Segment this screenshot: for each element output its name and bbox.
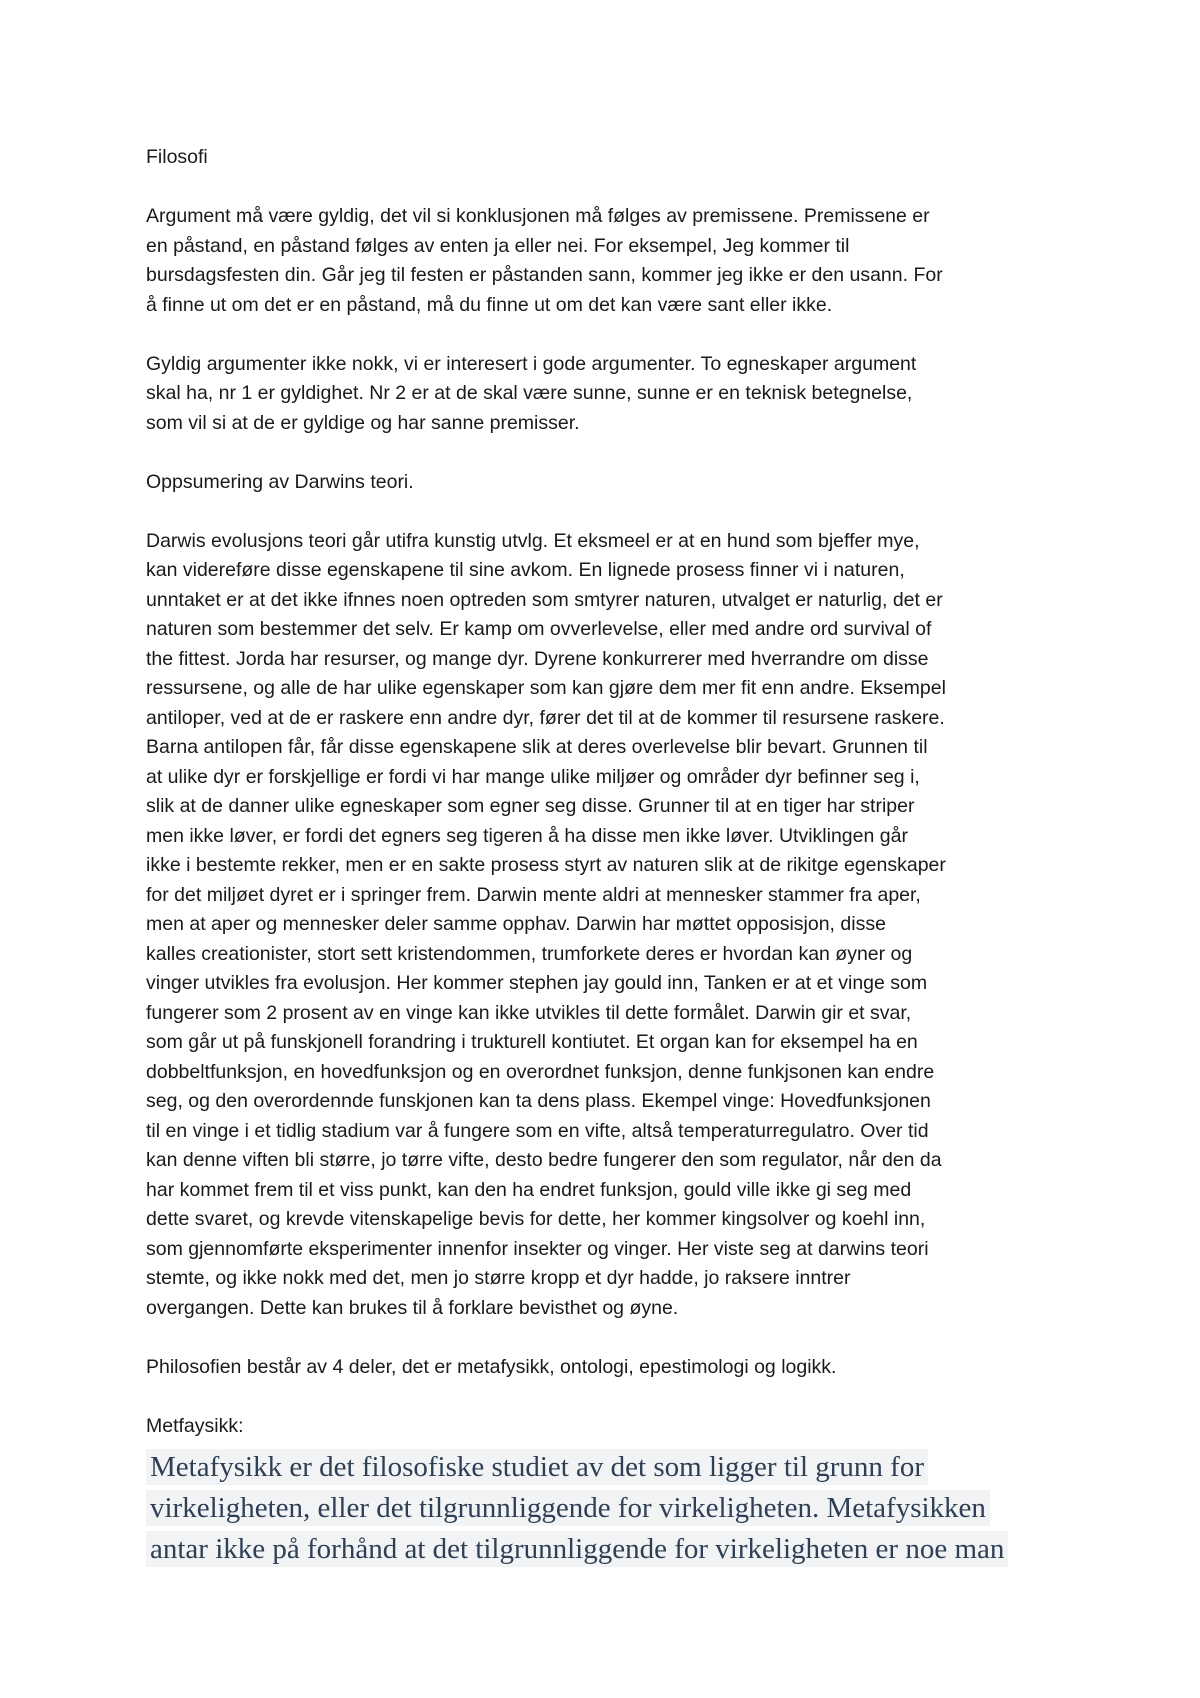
paragraph-darwin: Darwis evolusjons teori går utifra kunstig utvlg. Et eksmeel er at en hund som bjeffer mye, kan videreføre disse egenskapene til sine avkom. En lignede prosess finner vi i naturen, unntaket er at det ikke ifnnes noen optreden som smtyrer naturen, utvalget er naturlig, det er naturen som bestemmer det selv. Er kamp om ovverlevelse, eller med andre ord survival of the fittest. Jorda har resurser, og mange dyr. Dyrene konkurrerer med hverrandre om disse ressursene, og alle de har ulike egenskaper som kan gjøre dem mer fit enn andre. Eksempel antiloper, ved at de er raskere enn andre dyr, fører det til at de kommer til resursene raskere. Barna antilopen får, får disse egenskapene slik at deres overlevelse blir bevart. Grunnen til at ulike dyr er forskjellige er fordi vi har mange ulike miljøer og områder dyr befinner seg i, slik at de danner ulike egneskaper som egner seg disse. Grunner til at en tiger har striper men ikke løver, er fordi det egners seg tigeren å ha disse men ikke løver. Utviklingen går ikke i bestemte rekker, men er en sakte prosess styrt av naturen slik at de rikitge egenskaper for det miljøet dyret er i springer frem. Darwin mente aldri at mennesker stammer fra aper, men at aper og mennesker deler samme opphav. Darwin har møttet opposisjon, disse kalles creationister, stort sett kristendommen, trumforkete deres er hvordan kan øyner og vinger utvikles fra evolusjon. Her kommer stephen jay gould inn, Tanken er at et vinge som fungerer som 2 prosent av en vinge kan ikke utvikles til dette formålet. Darwin gir et svar, som går ut på funskjonell forandring i trukturell kontiutet. Et organ kan for eksempel ha en dobbeltfunksjon, en hovedfunksjon og en overordnet funksjon, denne funkjsonen kan endre seg, og den overordennde funskjonen kan ta dens plass. Ekempel vinge: Hovedfunksjonen til en vinge i et tidlig stadium var å fungere som en vifte, altså temperaturregulatro. Over tid kan denne viften bli større, jo tørre vifte, desto bedre fungerer den som regulator, når den da har kommet frem til et viss punkt, kan den ha endret funksjon, gould ville ikke gi seg med dette svaret, og krevde vitenskapelige bevis for dette, her kommer kingsolver og koehl inn, som gjennomførte eksperimenter innenfor insekter og vinger. Her viste seg at darwins teori stemte, og ikke nokk med det, men jo større kropp et dyr hadde, jo raksere inntrer overgangen. Dette kan brukes til å forklare bevisthet og øyne. xyxy=(146,529,946,1319)
heading-darwin: Oppsumering av Darwins teori. xyxy=(146,470,414,493)
document-title: Filosofi xyxy=(146,146,208,168)
paragraph-gyldig: Gyldig argumenter ikke nokk, vi er interesert i gode argumenter. To egneskaper argument skal ha, nr 1 er gyldighet. Nr 2 er at de skal være sunne, sunne er en teknisk betegnelse, som vil si at de er gyldige og har sanne premisser. xyxy=(146,352,917,434)
heading-metafysikk: Metfaysikk: xyxy=(146,1414,244,1437)
quote-metafysikk-text: Metafysikk er det filosofiske studiet av det som ligger til grunn for virkeligheten, eller det tilgrunnliggende for virkeligheten. Metafysikken antar ikke på forhånd at det tilgrunnliggende for virkeligheten er noe man xyxy=(146,1449,1008,1567)
quote-metafysikk xyxy=(146,1447,1066,1570)
paragraph-philosophy: Philosofien består av 4 deler, det er metafysikk, ontologi, epestimologi og logikk. xyxy=(146,1355,837,1378)
document-page xyxy=(146,143,1066,1570)
paragraph-argument: Argument må være gyldig, det vil si konklusjonen må følges av premissene. Premissene er en påstand, en påstand følges av enten ja eller nei. For eksempel, Jeg kommer til bursdagsfesten din. Går jeg til festen er påstanden sann, kommer jeg ikke er den usann. For å finne ut om det er en påstand, må du finne ut om det kan være sant eller ikke. xyxy=(146,205,943,316)
